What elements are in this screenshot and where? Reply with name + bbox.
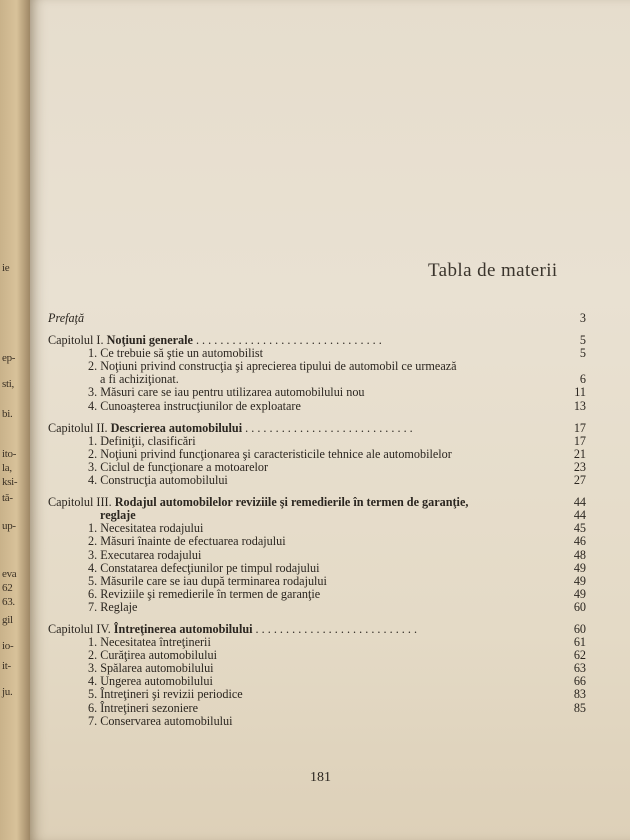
toc-item: 2. Noţiuni privind construcţia şi aprecierea tipului de automobil ce urmează [88,359,457,374]
toc-item: 7. Conservarea automobilului [88,713,233,728]
toc-item: 3. Executarea rodajului 48 [88,547,586,562]
fragment: ksi- [2,476,18,488]
chapter-2-title: Descrierea automobilului [110,420,243,435]
fragment: 63. [2,596,15,608]
toc-item: 4. Constatarea defecţiunilor pe timpul rodajului 49 [88,560,586,575]
fragment: io- [2,640,14,652]
toc-item: 6. Întreţineri sezoniere 85 [88,700,586,715]
fragment: ito- [2,448,17,460]
previous-page-edge [0,0,30,840]
preface-label: Prefaţă [48,311,85,325]
toc-item: 3. Ciclul de funcţionare a motoarelor 23 [88,459,586,474]
fragment: gil [2,614,13,626]
chapter-4-row: Capitolul IV. Întreţinerea automobilului . . . . . . . . . . . . . . . . . . . . . . . . . . . 60 [48,621,586,636]
fragment: ie [2,262,10,274]
chapter-1-title: Noţiuni generale [106,333,193,348]
toc-item: 7. Reglaje 60 [88,599,586,614]
toc-preface-row [48,312,586,325]
fragment: sti, [2,378,14,390]
toc-item: 1. Ce trebuie să ştie un automobilist 5 [88,346,586,361]
page-number: 181 [310,770,331,785]
toc-item: 1. Necesitatea întreţinerii 61 [88,635,586,650]
toc-item: 4. Cunoaşterea instrucţiunilor de exploatare 13 [88,398,586,413]
chapter-1-prefix: Capitolul I. [48,333,104,348]
fragment: la, [2,462,12,474]
chapter-4-prefix: Capitolul IV. [48,621,111,636]
fragment: eva [2,568,17,580]
table-of-contents [48,312,586,728]
chapter-2-row: Capitolul II. Descrierea automobilului . . . . . . . . . . . . . . . . . . . . . . . . . . . . 17 [48,420,586,435]
fragment: tă- [2,492,13,504]
toc-item: 3. Măsuri care se iau pentru utilizarea automobilului nou 11 [88,385,586,400]
chapter-3-continuation: reglaje 44 [100,508,586,523]
fragment: bi. [2,408,13,420]
chapter-4-page: 60 [573,621,586,636]
toc-item: 4. Ungerea automobilului 66 [88,674,586,689]
toc-item: 2. Curăţirea automobilului 62 [88,648,586,663]
chapter-3-prefix: Capitolul III. [48,495,112,510]
chapter-3-page: 44 [573,495,586,510]
chapter-4-title: Întreţinerea automobilului [113,621,253,636]
book-page [30,0,630,840]
chapter-1-page: 5 [579,333,586,348]
toc-title: Tabla de materii [428,260,558,281]
toc-item: 2. Măsuri înainte de efectuarea rodajului 46 [88,534,586,549]
toc-item: 1. Necesitatea rodajului 45 [88,521,586,536]
fragment: up- [2,520,16,532]
toc-item: 4. Construcţia automobilului 27 [88,473,586,488]
toc-item: 3. Spălarea automobilului 63 [88,661,586,676]
fragment: ep- [2,352,16,364]
chapter-2-prefix: Capitolul II. [48,420,108,435]
toc-item: 1. Definiţii, clasificări 17 [88,433,586,448]
toc-item: 5. Măsurile care se iau după terminarea rodajului 49 [88,573,586,588]
preface-page: 3 [579,311,586,325]
toc-item-continuation: a fi achiziţionat. 6 [100,372,586,387]
toc-item: 2. Noţiuni privind funcţionarea şi caracteristicile tehnice ale automobilelor 21 [88,446,586,461]
fragment: ju. [2,686,13,698]
toc-item: 6. Reviziile şi remedierile în termen de garanţie 49 [88,586,586,601]
fragment: it- [2,660,11,672]
chapter-1-row: Capitolul I. Noţiuni generale . . . . . . . . . . . . . . . . . . . . . . . . . . . . . . . 5 [48,333,586,348]
fragment: 62 [2,582,13,594]
chapter-3-title: Rodajul automobilelor reviziile şi remedierile în termen de garanţie, [114,495,469,510]
chapter-2-page: 17 [573,420,586,435]
toc-item: 5. Întreţineri şi revizii periodice 83 [88,687,586,702]
